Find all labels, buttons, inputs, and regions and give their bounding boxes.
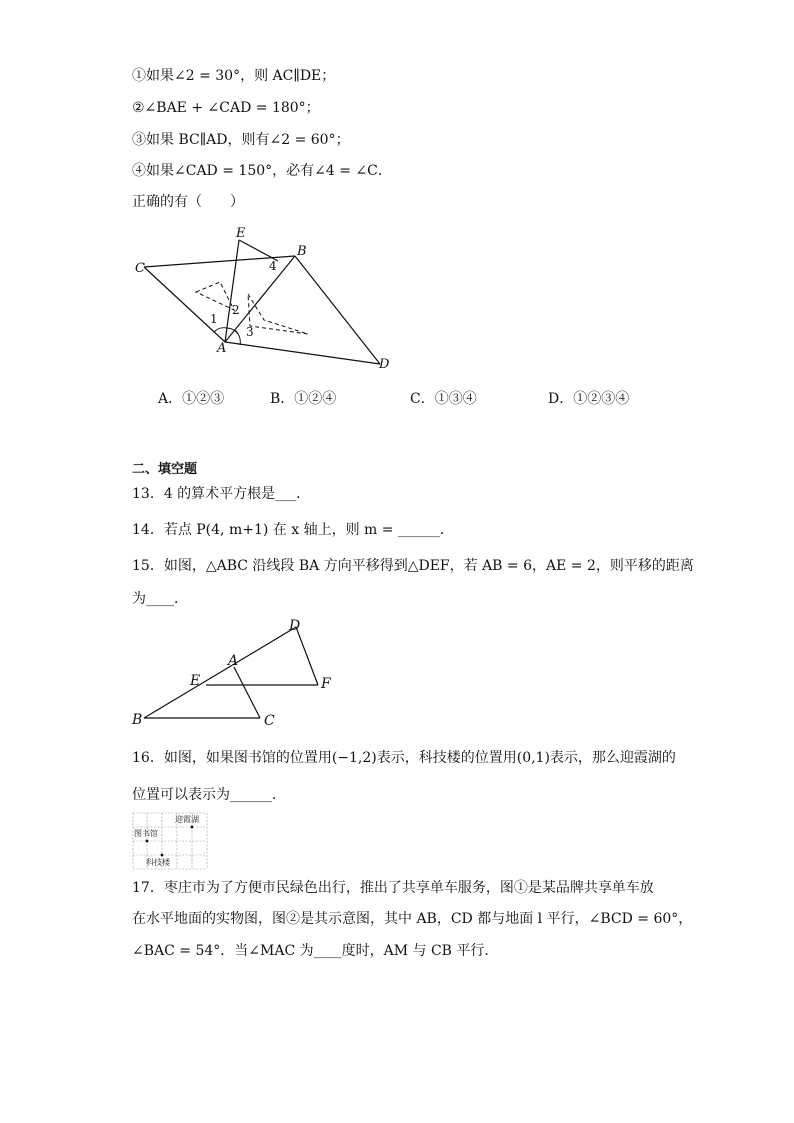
label-angle-1: 1 — [210, 312, 218, 326]
label-lake: 迎霞湖 — [175, 815, 199, 824]
label-angle-2: 2 — [232, 303, 240, 317]
q16-grid-figure — [132, 812, 208, 870]
label-tech-building: 科技楼 — [146, 858, 170, 867]
label-D: D — [379, 357, 390, 372]
label-angle-4: 4 — [269, 259, 277, 273]
q17-line-3: ∠BAC = 54°．当∠MAC 为____度时，AM 与 CB 平行． — [132, 943, 499, 959]
label-C: C — [264, 713, 275, 729]
q12-option-c[interactable]: C．①③④ — [410, 391, 477, 407]
label-A: A — [217, 341, 227, 356]
q15-line-2: 为____． — [132, 591, 188, 607]
q12-statement-3: ③如果 BC∥AD，则有∠2 = 60°； — [132, 132, 350, 148]
label-B: B — [132, 712, 143, 728]
q12-statement-2: ②∠BAE + ∠CAD = 180°； — [132, 100, 320, 116]
label-angle-3: 3 — [246, 325, 254, 339]
q16-line-1: 16．如图，如果图书馆的位置用(−1,2)表示，科技楼的位置用(0,1)表示，那么迎霞湖的 — [132, 750, 676, 766]
label-C: C — [135, 261, 145, 276]
q12-prompt: 正确的有（ ） — [132, 194, 244, 210]
lake-point — [191, 826, 194, 829]
segment-AC — [234, 667, 260, 718]
segment-E-side — [239, 240, 278, 261]
segment-CA — [144, 267, 225, 342]
q14-text: 14．若点 P(4, m+1) 在 x 轴上，则 m = ______． — [132, 522, 454, 538]
library-point — [146, 840, 149, 843]
section-title-fill-in: 二、填空题 — [132, 462, 198, 477]
q12-statement-1: ①如果∠2 = 30°，则 AC∥DE； — [132, 68, 336, 84]
q15-figure — [130, 615, 340, 730]
segment-AD — [225, 342, 380, 364]
label-A: A — [228, 653, 239, 669]
q12-option-d[interactable]: D．①②③④ — [548, 391, 630, 407]
label-F: F — [321, 676, 331, 692]
label-E: E — [236, 226, 246, 241]
q12-figure — [130, 222, 400, 374]
angle-arc-1 — [214, 328, 227, 332]
q17-line-1: 17．枣庄市为了方便市民绿色出行，推出了共享单车服务，图①是某品牌共享单车放 — [132, 880, 654, 896]
label-D: D — [289, 618, 301, 634]
segment-DF — [296, 627, 318, 685]
label-E: E — [190, 673, 201, 689]
q12-statement-4: ④如果∠CAD = 150°，必有∠4 = ∠C． — [132, 163, 392, 179]
q12-option-b[interactable]: B．①②④ — [270, 391, 337, 407]
label-library: 图书馆 — [134, 829, 158, 838]
q16-line-2: 位置可以表示为______． — [132, 787, 286, 803]
q17-line-2: 在水平地面的实物图，图②是其示意图，其中 AB，CD 都与地面 l 平行，∠BCD = 60°， — [132, 911, 693, 927]
label-B: B — [297, 244, 307, 259]
q12-option-a[interactable]: A．①②③ — [158, 391, 225, 407]
q15-line-1: 15．如图，△ABC 沿线段 BA 方向平移得到△DEF，若 AB = 6，AE = 2，则平移的距离 — [132, 558, 694, 574]
angle-arc-3 — [235, 330, 240, 345]
q13-text: 13．4 的算术平方根是___． — [132, 486, 311, 502]
tech-building-point — [161, 854, 164, 857]
segment-BD — [144, 627, 296, 718]
segment-BD — [295, 256, 380, 364]
